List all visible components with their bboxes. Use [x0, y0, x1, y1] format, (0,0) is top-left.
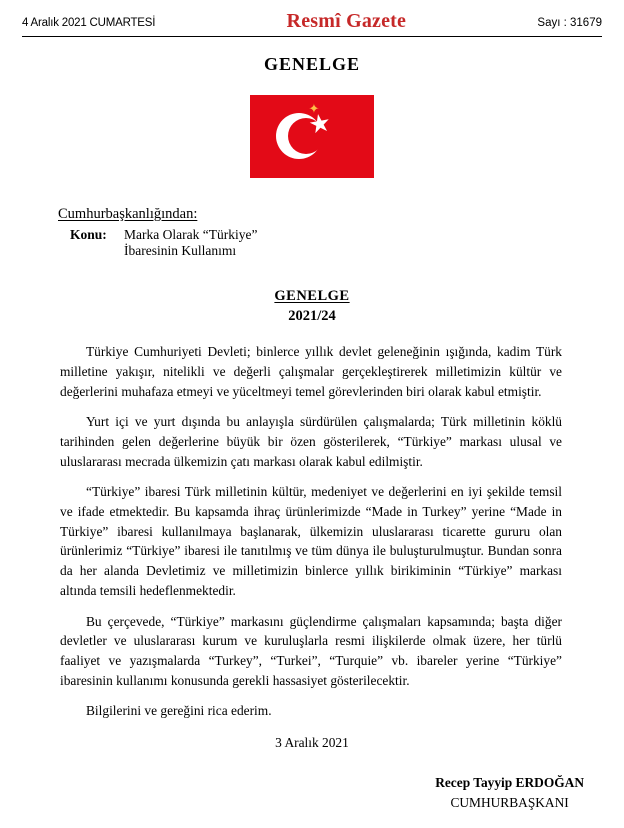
circular-title-block	[22, 287, 602, 326]
subject-value-line1: Marka Olarak “Türkiye”	[124, 227, 258, 242]
body-paragraph: Yurt içi ve yurt dışında bu anlayışla sürdürülen çalışmalarda; Türk milletinin köklü tarihinden gelen değerlerine büyük bir özen gösterilerek, “Türkiye” markası ulusal ve uluslararası mecrada ülkemizin çatı markası olarak kabul edilmiştir.	[60, 414, 562, 469]
subject-value	[116, 227, 257, 259]
circular-number: 2021/24	[288, 307, 336, 324]
masthead-date: 4 Aralık 2021 CUMARTESİ	[22, 17, 156, 29]
issuer-block	[22, 206, 602, 259]
body-paragraph: Bu çerçevede, “Türkiye” markasını güçlendirme çalışmaları kapsamında; başta diğer devletler ve uluslararası kurum ve kuruluşlarla resmi ilişkilerde olmak üzere, her türlü faaliyet ve yazışmalarda “Turkey”, “Turkei”, “Turquie” vb. ibareler yerine “Türkiye” ibaresinin kullanımı konusunda gerekli hassasiyet gösterilecektir.	[60, 613, 562, 688]
document-date: 3 Aralık 2021	[275, 735, 349, 751]
body-paragraph: “Türkiye” ibaresi Türk milletinin kültür, medeniyet ve değerlerini en iyi şekilde temsil ve ifade etmektedir. Bu kapsamda ihraç ürünlerimizde “Made in Turkey” yerine “Made in Türkiye” ibaresi kullanılmaya başlanarak, ülkemizin uluslararası ticarette gururu olan ürünlerimiz “Türkiye” ibaresi ile tanıtılmış ve tüm dünya ile buluşturulmuştur. Bundan sonra da her alanda Devletimiz ve milletimizin binlerce yıllık birikiminin “Türkiye” markası altında temsili hedeflenmektedir.	[60, 484, 562, 598]
signature-name: Recep Tayyip ERDOĞAN	[435, 775, 584, 791]
issuer-line: Cumhurbaşkanlığından:	[58, 206, 198, 222]
body-paragraph: Bilgilerini ve gereğini rica ederim.	[86, 703, 272, 719]
signature-title: CUMHURBAŞKANI	[450, 794, 569, 810]
document-body	[22, 342, 602, 721]
subject-row	[58, 227, 602, 259]
turkish-flag-icon	[250, 95, 374, 178]
masthead-issue-number: Sayı : 31679	[537, 17, 602, 29]
masthead	[22, 0, 602, 37]
signature-block	[435, 773, 584, 812]
masthead-title: Resmî Gazete	[286, 10, 407, 32]
body-paragraph: Türkiye Cumhuriyeti Devleti; binlerce yıllık devlet geleneğinin ışığında, kadim Türk milletine yakışır, nitelikli ve değerli çalışmalar gerçekleştirerek milletimizin kültür ve değerlerini muhafaza etmeyi ve yüceltmeyi temel görevlerinden biri olarak kabul etmiştir.	[60, 344, 562, 399]
subject-label: Konu:	[70, 227, 107, 242]
page-title: GENELGE	[263, 54, 361, 74]
circular-title: GENELGE	[274, 288, 350, 304]
subject-value-line2: İbaresinin Kullanımı	[124, 243, 237, 258]
sunburst-icon: ✦	[308, 101, 320, 116]
flag-container	[22, 95, 602, 178]
